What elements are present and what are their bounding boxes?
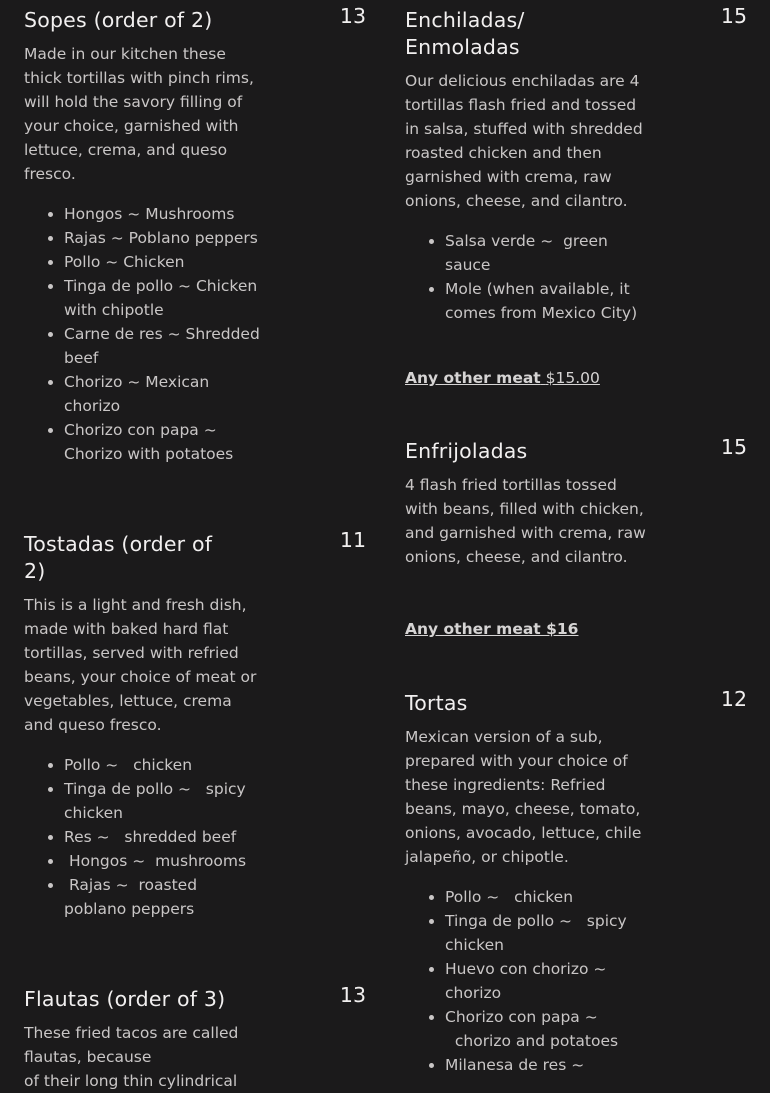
- filling-option: • Tinga de pollo ~ spicy chicken: [445, 909, 645, 957]
- menu-item-title: Sopes (order of 2): [24, 8, 213, 32]
- filling-option: • Huevo con chorizo ~ chorizo: [445, 957, 645, 1005]
- filling-option: • Chorizo con papa ~ chorizo and potatoes: [445, 1005, 645, 1053]
- filling-options-list: [405, 885, 645, 1077]
- menu-item-description: These fried tacos are called flautas, because of their long thin cylindrical: [24, 1024, 239, 1090]
- filling-option: • Pollo ~ chicken: [445, 885, 645, 909]
- other-meat-link[interactable]: Any other meat $16: [405, 620, 579, 638]
- menu-item-flautas: [24, 983, 366, 1093]
- sauce-option: • Mole (when available, it comes from Mexico City): [445, 277, 643, 325]
- filling-option: • Chorizo con papa ~ Chorizo with potatoes: [64, 418, 264, 466]
- menu-item-header: [24, 983, 366, 1013]
- menu-item-description: 4 flash fried tortillas tossed with beans, filled with chicken, and garnished with crema, raw onions, cheese, and cilantro.: [405, 476, 646, 566]
- filling-option: • Pollo ~ Chicken: [64, 250, 264, 274]
- menu-item-description: Made in our kitchen these thick tortillas with pinch rims, will hold the savory filling of your choice, garnished with lettuce, crema, and queso fresco.: [24, 45, 254, 183]
- filling-option: • Hongos ~ Mushrooms: [64, 202, 264, 226]
- menu-item-description: Mexican version of a sub, prepared with your choice of these ingredients: Refried beans, mayo, cheese, tomato, onions, avocado, lettuce, chile jalapeño, or chipotle.: [405, 728, 642, 866]
- menu-item-tostadas: [24, 528, 366, 921]
- other-meat-upcharge[interactable]: [405, 617, 578, 641]
- filling-option: • Rajas ~ roasted poblano peppers: [64, 873, 262, 921]
- menu-item-price: 11: [339, 528, 366, 552]
- menu-item-price: 12: [720, 687, 747, 711]
- filling-option: • Res ~ shredded beef: [64, 825, 262, 849]
- filling-option: • Chorizo ~ Mexican chorizo: [64, 370, 264, 418]
- menu-item-header: [405, 4, 747, 61]
- filling-option: • Pollo ~ chicken: [64, 753, 262, 777]
- filling-option: • Hongos ~ mushrooms: [64, 849, 262, 873]
- menu-item-enfrijoladas: [405, 435, 747, 638]
- menu-item-price: 15: [720, 435, 747, 459]
- other-meat-upcharge[interactable]: [405, 366, 600, 390]
- menu-item-price: 13: [339, 983, 366, 1007]
- menu-item-price: 15: [720, 4, 747, 28]
- filling-option: • Rajas ~ Poblano peppers: [64, 226, 264, 250]
- menu-item-header: [24, 528, 366, 585]
- menu-item-title: Flautas (order of 3): [24, 987, 226, 1011]
- menu-item-title: Enchiladas/ Enmoladas: [405, 8, 525, 59]
- menu-item-header: [24, 4, 366, 34]
- menu-item-enchiladas: [405, 4, 747, 387]
- sauce-option: • Salsa verde ~ green sauce: [445, 229, 643, 277]
- menu-item-description: This is a light and fresh dish, made with baked hard flat tortillas, served with refried beans, your choice of meat or vegetables, lettuce, crema and queso fresco.: [24, 596, 257, 734]
- menu-item-price: 13: [339, 4, 366, 28]
- menu-item-description: Our delicious enchiladas are 4 tortillas flash fried and tossed in salsa, stuffed with shredded roasted chicken and then garnished with crema, raw onions, cheese, and cilantro.: [405, 72, 643, 210]
- menu-item-tortas: [405, 687, 747, 1077]
- menu-item-title: Tostadas (order of 2): [24, 532, 213, 583]
- menu-item-title: Enfrijoladas: [405, 439, 528, 463]
- filling-option: • Carne de res ~ Shredded beef: [64, 322, 264, 370]
- filling-options-list: [24, 202, 264, 466]
- sauce-options-list: [405, 229, 643, 325]
- menu-item-title: Tortas: [405, 691, 468, 715]
- menu-item-header: [405, 687, 747, 717]
- filling-option: • Tinga de pollo ~ Chicken with chipotle: [64, 274, 264, 322]
- filling-option: • Milanesa de res ~: [445, 1053, 645, 1077]
- other-meat-link[interactable]: Any other meat $15.00: [405, 369, 600, 387]
- filling-options-list: [24, 753, 262, 921]
- menu-item-sopes: [24, 4, 366, 466]
- filling-option: • Tinga de pollo ~ spicy chicken: [64, 777, 262, 825]
- menu-item-header: [405, 435, 747, 465]
